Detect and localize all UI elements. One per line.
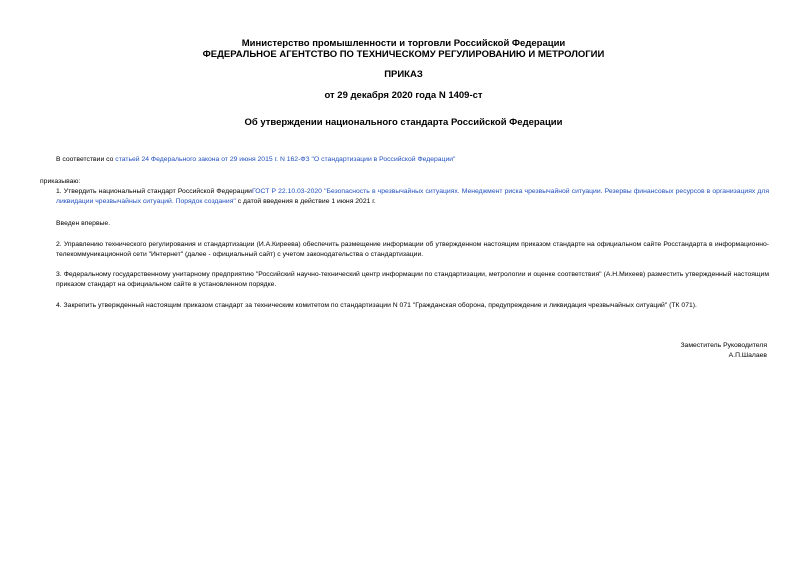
ministry-title: Министерство промышленности и торговли Российской Федерации	[241, 38, 566, 49]
preamble-prefix: В соответствии со	[56, 156, 116, 163]
order-word: приказываю:	[40, 178, 81, 185]
federal-law-link[interactable]: статьей 24 Федерального закона от 29 июня 2015 г. N 162-ФЗ "О стандартизации в Российской Федерации"	[115, 156, 456, 163]
item-4-paragraph: 4. Закрепить утвержденный настоящим приказом стандарт за техническим комитетом по стандартизации N 071 "Гражданская оборона, предупреждение и ликвидация чрезвычайных ситуаций" (ТК 071).	[56, 302, 697, 309]
item-2-paragraph: 2. Управлению технического регулирования и стандартизации (И.А.Киреева) обеспечить размещение информации об утвержденном настоящим приказом стандарте на официальном сайте Росстандарта в информационно-телекоммуникационной сети "Интернет" (далее - официальный сайт) с учетом законодательства о стандартизации.	[56, 241, 769, 258]
document-type: ПРИКАЗ	[384, 69, 423, 80]
item-1-prefix: 1. Утвердить национальный стандарт Российской Федерации	[56, 188, 252, 195]
document-subject: Об утверждении национального стандарта Российской Федерации	[244, 117, 563, 128]
signatory-name: А.П.Шалаев	[728, 352, 767, 359]
item-3-paragraph: 3. Федеральному государственному унитарному предприятию "Российский научно-технический центр информации по стандартизации, метрологии и оценке соответствия" (А.Н.Михеев) разместить утвержденный настоящим приказом стандарт на официальном сайте в установленном порядке.	[56, 271, 769, 288]
agency-title: ФЕДЕРАЛЬНОЕ АГЕНТСТВО ПО ТЕХНИЧЕСКОМУ РЕГУЛИРОВАНИЮ И МЕТРОЛОГИИ	[202, 49, 605, 60]
document-date: от 29 декабря 2020 года N 1409-ст	[324, 90, 483, 101]
signatory-position: Заместитель Руководителя	[680, 342, 767, 349]
gost-standard-link[interactable]: ГОСТ Р 22.10.03-2020 "Безопасность в чрезвычайных ситуациях. Менеджмент риска чрезвычайной ситуации. Резервы финансовых ресурсов в организациях для ликвидации чрезвычайных ситуаций. Порядок создания"	[56, 188, 770, 205]
item-1-paragraph	[56, 187, 769, 206]
preamble-paragraph	[56, 155, 769, 165]
item-1-suffix: с датой введения в действие 1 июня 2021 г.	[235, 197, 376, 205]
introduced-note: Введен впервые.	[56, 220, 111, 227]
